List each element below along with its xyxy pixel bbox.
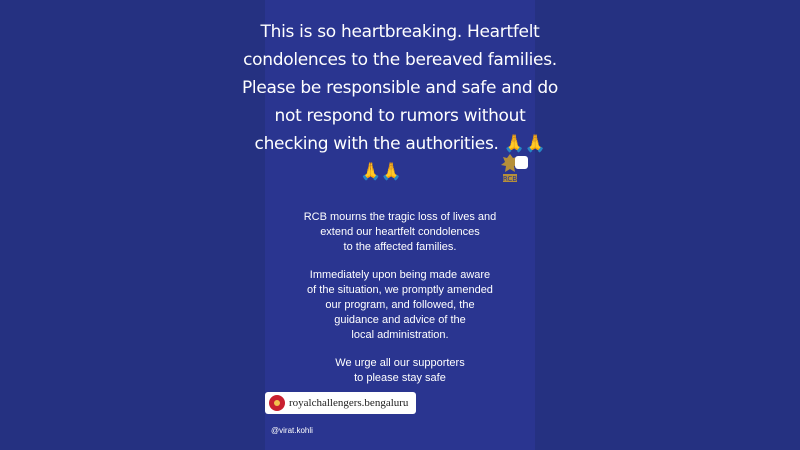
sticker-icon[interactable]: [515, 156, 528, 169]
post-paragraph: RCB mourns the tragic loss of lives and extend our heartfelt condolences to the affected families.: [303, 211, 497, 253]
post-paragraph: Immediately upon being made aware of the situation, we promptly amended our program, and followed, the guidance and advice of the local administration.: [307, 269, 493, 341]
credit-handle: @virat.kohli: [271, 426, 313, 435]
overlay-line: condolences to the bereaved families.: [243, 50, 557, 70]
overlay-line: This is so heartbreaking. Heartfelt: [260, 22, 540, 42]
reposted-post-text: [265, 210, 535, 399]
overlay-line: Please be responsible and safe and do: [241, 78, 559, 98]
rcb-avatar-icon: [269, 395, 285, 411]
mention-sticker[interactable]: [265, 392, 416, 414]
overlay-line-text: checking with the authorities.: [254, 134, 499, 154]
praying-hands-icon: 🙏🙏: [503, 134, 546, 154]
mention-handle: royalchallengers.bengaluru: [289, 397, 409, 409]
svg-text:RCB: RCB: [502, 175, 518, 183]
overlay-line: not respond to rumors without: [274, 106, 526, 126]
post-paragraph: We urge all our supporters to please stay safe: [335, 357, 465, 384]
praying-hands-icon: 🙏🙏: [360, 162, 402, 182]
